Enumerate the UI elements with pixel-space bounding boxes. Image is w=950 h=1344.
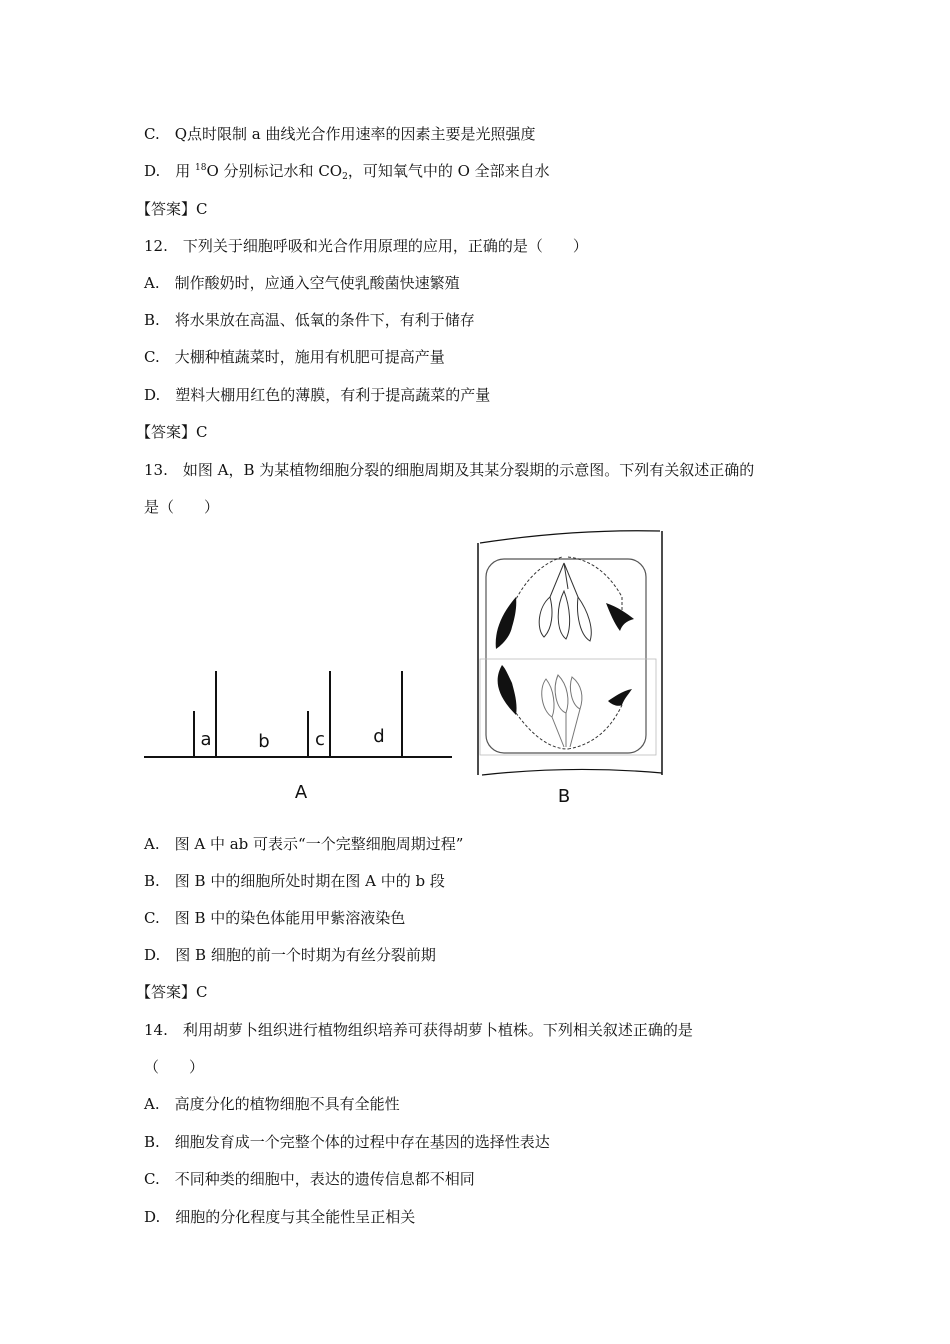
cell-wall-top [480, 531, 660, 543]
q13-option-d: D. 图 B 细胞的前一个时期为有丝分裂前期 [144, 946, 436, 964]
q12-stem: 12. 下列关于细胞呼吸和光合作用原理的应用，正确的是（ ） [144, 237, 588, 255]
q14-stem-line2: （ ） [144, 1058, 205, 1076]
q13-option-c: C. 图 B 中的染色体能用甲紫溶液染色 [144, 909, 406, 927]
q11-option-d-mid: O 分别标记水和 CO [206, 162, 343, 180]
segment-label-b: b [258, 731, 270, 752]
chromosomes-upper [539, 563, 591, 641]
q12-option-b: B. 将水果放在高温、低氧的条件下，有利于储存 [144, 311, 475, 329]
cell-wall-bottom [482, 769, 662, 775]
q13-stem-line1: 13. 如图 A，B 为某植物细胞分裂的细胞周期及其某分裂期的示意图。下列有关叙述正确的 [144, 461, 755, 479]
isotope-superscript: 18 [195, 163, 207, 173]
q11-option-c: C. Q点时限制 a 曲线光合作用速率的因素主要是光照强度 [144, 125, 536, 143]
figure-b-caption: B [557, 786, 571, 807]
q13-stem-line2: 是（ ） [144, 498, 220, 516]
q14-stem-line1: 14. 利用胡萝卜组织进行植物组织培养可获得胡萝卜植株。下列相关叙述正确的是 [144, 1021, 693, 1039]
q13-option-b: B. 图 B 中的细胞所处时期在图 A 中的 b 段 [144, 872, 445, 890]
q13-answer: 【答案】C [136, 983, 208, 1001]
segment-label-d: d [373, 726, 385, 747]
q12-option-c: C. 大棚种植蔬菜时，施用有机肥可提高产量 [144, 348, 445, 366]
q12-option-a: A. 制作酸奶时，应通入空气使乳酸菌快速繁殖 [144, 274, 460, 292]
chromosomes-lower [542, 675, 582, 747]
figure-a-caption: A [294, 782, 308, 803]
spindle-fiber-bottom-right [568, 705, 622, 749]
chromosome-mass-left-lower [498, 665, 517, 715]
spindle-fiber-top-left [514, 557, 562, 603]
chromosome-mass-right-upper [606, 603, 634, 631]
q12-option-d: D. 塑料大棚用红色的薄膜，有利于提高蔬菜的产量 [144, 386, 491, 404]
q14-option-d: D. 细胞的分化程度与其全能性呈正相关 [144, 1208, 416, 1226]
q11-option-d-suffix: ，可知氧气中的 O 全部来自水 [347, 162, 550, 180]
chromosome-mass-left-upper [496, 597, 517, 649]
segment-label-a: a [200, 729, 212, 750]
q11-option-d [144, 161, 550, 181]
co2-subscript: 2 [342, 172, 348, 182]
q14-option-b: B. 细胞发育成一个完整个体的过程中存在基因的选择性表达 [144, 1133, 550, 1151]
q12-answer: 【答案】C [136, 423, 208, 441]
segment-label-c: c [315, 729, 325, 750]
figure-b-dividing-cell [472, 527, 672, 812]
figure-a-cell-cycle [140, 660, 460, 810]
spindle-fiber-bottom-left [516, 713, 568, 749]
q14-option-c: C. 不同种类的细胞中，表达的遗传信息都不相同 [144, 1170, 475, 1188]
chromosome-mass-right-lower [608, 689, 632, 706]
q11-answer: 【答案】C [136, 200, 208, 218]
q13-option-a: A. 图 A 中 ab 可表示“一个完整细胞周期过程” [144, 835, 464, 853]
q14-option-a: A. 高度分化的植物细胞不具有全能性 [144, 1095, 400, 1113]
q11-option-d-prefix: D. 用 [144, 162, 196, 180]
